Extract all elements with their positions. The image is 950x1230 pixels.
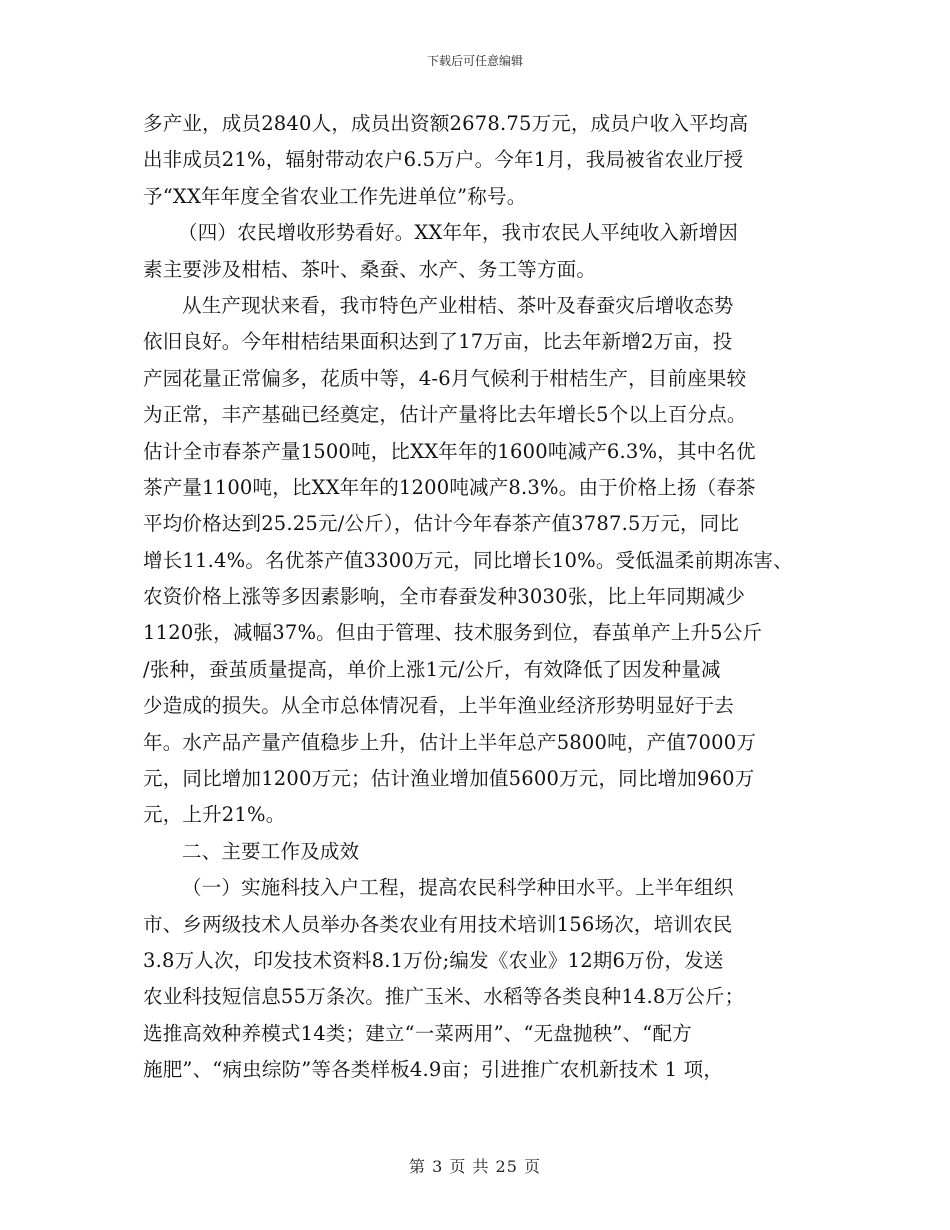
text-line: 予“XX年年度全省农业工作先进单位”称号。 bbox=[143, 184, 527, 208]
text-line: 元，同比增加1200万元；估计渔业增加值5600万元，同比增加960万 bbox=[143, 767, 755, 791]
text-line: 出非成员21%，辐射带动农户6.5万户。今年1月，我局被省农业厅授 bbox=[143, 148, 744, 172]
text-line: 选推高效种养模式14类；建立“一菜两用”、“无盘抛秧”、“配方 bbox=[143, 1021, 692, 1045]
text-line: 农业科技短信息55万条次。推广玉米、水稻等各类良种14.8万公斤； bbox=[143, 985, 745, 1009]
text-line: 施肥”、“病虫综防”等各类样板4.9亩；引进推广农机新技术 1 项， bbox=[143, 1058, 724, 1082]
text-line: 茶产量1100吨，比XX年年的1200吨减产8.3%。由于价格上扬（春茶 bbox=[143, 475, 756, 499]
text-line: 少造成的损失。从全市总体情况看，上半年渔业经济形势明显好于去 bbox=[143, 694, 735, 718]
text-line: 为正常，丰产基础已经奠定，估计产量将比去年增长5个以上百分点。 bbox=[143, 403, 747, 427]
page-number: 第 3 页 共 25 页 bbox=[409, 1157, 541, 1176]
text-line: 3.8万人次，印发技术资料8.1万份;编发《农业》12期6万份，发送 bbox=[143, 948, 724, 972]
text-line: 产园花量正常偏多，花质中等，4-6月气候利于柑桔生产，目前座果较 bbox=[143, 366, 747, 390]
text-line: 平均价格达到25.25元/公斤），估计今年春茶产值3787.5万元，同比 bbox=[143, 512, 740, 536]
text-line: /张种，蚕茧质量提高，单价上涨1元/公斤，有效降低了因发种量减 bbox=[143, 657, 721, 681]
text-line: 农资价格上涨等多因素影响，全市春蚕发种3030张，比上年同期减少 bbox=[143, 585, 746, 609]
text-line: 从生产现状来看，我市特色产业柑桔、茶叶及春蚕灾后增收态势 bbox=[182, 293, 734, 317]
text-line: 元，上升21%。 bbox=[143, 803, 286, 827]
text-line: （一）实施科技入户工程，提高农民科学种田水平。上半年组织 bbox=[182, 876, 734, 900]
text-line: 增长11.4%。名优茶产值3300万元，同比增长10%。受低温柔前期冻害、 bbox=[143, 548, 793, 572]
page-header: 下载后可任意编辑 bbox=[426, 54, 523, 68]
text-line: （四）农民增收形势看好。XX年年，我市农民人平纯收入新增因 bbox=[178, 221, 739, 245]
text-line: 估计全市春茶产量1500吨，比XX年年的1600吨减产6.3%，其中名优 bbox=[143, 439, 756, 463]
section-heading: 二、主要工作及成效 bbox=[182, 839, 360, 863]
text-line: 市、乡两级技术人员举办各类农业有用技术培训156场次，培训农民 bbox=[143, 912, 733, 936]
text-line: 依旧良好。今年柑桔结果面积达到了17万亩，比去年新增2万亩，投 bbox=[143, 330, 733, 354]
text-line: 多产业，成员2840人，成员出资额2678.75万元，成员户收入平均高 bbox=[143, 112, 749, 135]
text-line: 素主要涉及柑桔、茶叶、桑蚕、水产、务工等方面。 bbox=[143, 257, 597, 281]
text-line: 年。水产品产量产值稳步上升，估计上半年总产5800吨，产值7000万 bbox=[143, 730, 757, 754]
text-line: 1120张，减幅37%。但由于管理、技术服务到位，春茧单产上升5公斤 bbox=[143, 621, 763, 645]
document-body bbox=[143, 106, 823, 1089]
